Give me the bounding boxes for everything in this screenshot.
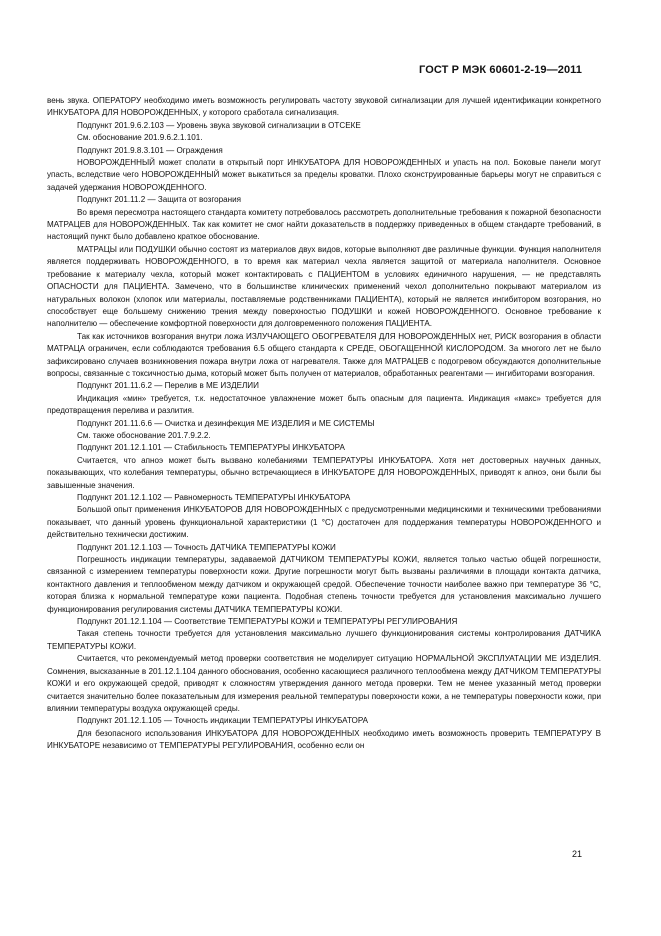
subclause-heading: Подпункт 201.11.6.6 — Очистка и дезинфекция МЕ ИЗДЕЛИЯ и МЕ СИСТЕМЫ: [77, 418, 375, 428]
paragraph: См. также обоснование 201.7.9.2.2.: [77, 430, 211, 440]
paragraph: Большой опыт применения ИНКУБАТОРОВ ДЛЯ НОВОРОЖДЕННЫХ с предусмотренными медицинскими и техническими требованиями показывает, что данный уровень функциональной характеристики (1 °С) достаточен для поддержания температуры НОВОРОЖДЕННОГО и действительно технически достижим.: [47, 505, 601, 540]
page-number: 21: [571, 849, 582, 859]
paragraph: вень звука. ОПЕРАТОРУ необходимо иметь возможность регулировать частоту звуковой сигнализации для лучшей идентификации конкретного ИНКУБАТОРА ДЛЯ НОВОРОЖДЕННЫХ, у которого сработала сигнализация.: [47, 96, 601, 118]
standard-header: ГОСТ Р МЭК 60601-2-19—2011: [419, 64, 582, 76]
paragraph: См. обоснование 201.9.6.2.1.101.: [77, 133, 203, 143]
paragraph: Такая степень точности требуется для установления максимально лучшего функционирования системы контролирования ДАТЧИКА ТЕМПЕРАТУРЫ КОЖИ.: [47, 629, 601, 651]
paragraph: Для безопасного использования ИНКУБАТОРА ДЛЯ НОВОРОЖДЕННЫХ необходимо иметь возможность проверить ТЕМПЕРАТУРУ В ИНКУБАТОРЕ независимо от ТЕМПЕРАТУРЫ РЕГУЛИРОВАНИЯ, особенно если он: [47, 728, 601, 751]
paragraph: Погрешность индикации температуры, задаваемой ДАТЧИКОМ ТЕМПЕРАТУРЫ КОЖИ, является только частью общей погрешности, связанной с измерением температуры поверхности кожи. Другие погрешности могут быть вызваны различиями в площади контакта датчика, контактного давления и теплообменом между датчиком и окружающей средой. Обеспечение точности наиболее важно при температуре 36 °С, которая близка к нормальной температуре кожи пациента. Подобная степень точности требуется для установления максимально лучшего функционирования регулирования системы ДАТЧИКА ТЕМПЕРАТУРЫ КОЖИ.: [47, 555, 601, 614]
subclause-heading: Подпункт 201.11.6.2 — Перелив в МЕ ИЗДЕЛИИ: [77, 381, 259, 391]
subclause-heading: Подпункт 201.12.1.103 — Точность ДАТЧИКА ТЕМПЕРАТУРЫ КОЖИ: [77, 542, 336, 552]
subclause-heading: Подпункт 201.11.2 — Защита от возгорания: [77, 195, 242, 205]
paragraph: МАТРАЦЫ или ПОДУШКИ обычно состоят из материалов двух видов, которые выполняют две различные функции. Функция наполнителя является поддерживать НОВОРОЖДЕННОГО, в то время как материал чехла является защитой от материала наполнителя. Основное требование к материалу чехла, который может контактировать с ПАЦИЕНТОМ в условиях единичного нарушения, — не представлять ОПАСНОСТИ для ПАЦИЕНТА. Замечено, что в большинстве клинических применений чехол дополнительно покрывают материалом из натуральных волокон (хлопок или материалы, поставляемые родственниками ПАЦИЕНТА), который не является ингибитором возгорания, но способствует еще большему снижению трения между поверхностью ПОДУШКИ и кожей НОВОРОЖДЕННОГО. Основное требование к наполнителю — обеспечение комфортной поверхности для долговременного положения ПАЦИЕНТА.: [47, 244, 601, 329]
subclause-heading: Подпункт 201.9.6.2.103 — Уровень звука звуковой сигнализации в ОТСЕКЕ: [77, 120, 361, 130]
paragraph: Во время пересмотра настоящего стандарта комитету потребовалось рассмотреть дополнительные требования к пожарной безопасности МАТРАЦЕВ для НОВОРОЖДЕННЫХ. Так как комитет не смог найти доказательств в поддержку приведенных в общем стандарте требований, в настоящий пункт было добавлено краткое обоснование.: [47, 207, 601, 242]
paragraph: Индикация «мин» требуется, т.к. недостаточное увлажнение может быть опасным для пациента. Индикация «макс» требуется для предотвращения перелива и разлития.: [47, 393, 601, 416]
subclause-heading: Подпункт 201.12.1.104 — Соответствие ТЕМПЕРАТУРЫ КОЖИ и ТЕМПЕРАТУРЫ РЕГУЛИРОВАНИЯ: [77, 617, 458, 627]
paragraph: Считается, что рекомендуемый метод проверки соответствия не моделирует ситуацию НОРМАЛЬНОЙ ЭКСПЛУАТАЦИИ МЕ ИЗДЕЛИЯ. Сомнения, высказанные в 201.12.1.104 данного обоснования, особенно касающиеся различного теплообмена между ДАТЧИКОМ ТЕМПЕРАТУРЫ КОЖИ и его окружающей средой, приводят к сложностям утверждения данного метода проверки. Тем не менее указанный метод проверки считается значительно более показательным для измерения реальной температуры поверхности кожи, а не температуры поверхности кожи, при влиянии температуры воздуха окружающей среды.: [47, 654, 601, 713]
paragraph: Считается, что апноэ может быть вызвано колебаниями ТЕМПЕРАТУРЫ ИНКУБАТОРА. Хотя нет достоверных научных данных, показывающих, что колебания температуры, обычно встречающиеся в ИНКУБАТОРЕ ДЛЯ НОВОРОЖДЕННЫХ, приводят к апноэ, они были бы завышенные значения.: [47, 455, 601, 490]
subclause-heading: Подпункт 201.12.1.105 — Точность индикации ТЕМПЕРАТУРЫ ИНКУБАТОРА: [77, 716, 369, 726]
document-body: [47, 95, 601, 753]
subclause-heading: Подпункт 201.12.1.101 — Стабильность ТЕМПЕРАТУРЫ ИНКУБАТОРА: [77, 443, 345, 453]
subclause-heading: Подпункт 201.12.1.102 — Равномерность ТЕМПЕРАТУРЫ ИНКУБАТОРА: [77, 493, 351, 502]
paragraph: Так как источников возгорания внутри ложа ИЗЛУЧАЮЩЕГО ОБОГРЕВАТЕЛЯ ДЛЯ НОВОРОЖДЕННЫХ нет, РИСК возгорания в области МАТРАЦА ограничен, если соблюдаются требования 6.5 общего стандарта к СРЕДЕ, ОБОГАЩЕННОЙ КИСЛОРОДОМ. За многого лет не было зафиксировано случаев возникновения пожара внутри ложа от нагревателя. Также для МАТРАЦЕВ с подогревом обсуждаются дополнительные вопросы, связанные с токсичностью дыма, который может быть получен от материалов, обработанных реагентами — ингибиторами возгорания.: [47, 331, 601, 378]
subclause-heading: Подпункт 201.9.8.3.101 — Ограждения: [77, 145, 223, 155]
paragraph: НОВОРОЖДЕННЫЙ может сполати в открытый порт ИНКУБАТОРА ДЛЯ НОВОРОЖДЕННЫХ и упасть на пол. Боковые панели могут упасть, вследствие чего НОВОРОЖДЕННЫЙ может выкатиться за пределы кроватки. Плохо сконструированные барьеры могут не справиться с задачей удержания НОВОРОЖДЕННОГО.: [47, 158, 601, 192]
